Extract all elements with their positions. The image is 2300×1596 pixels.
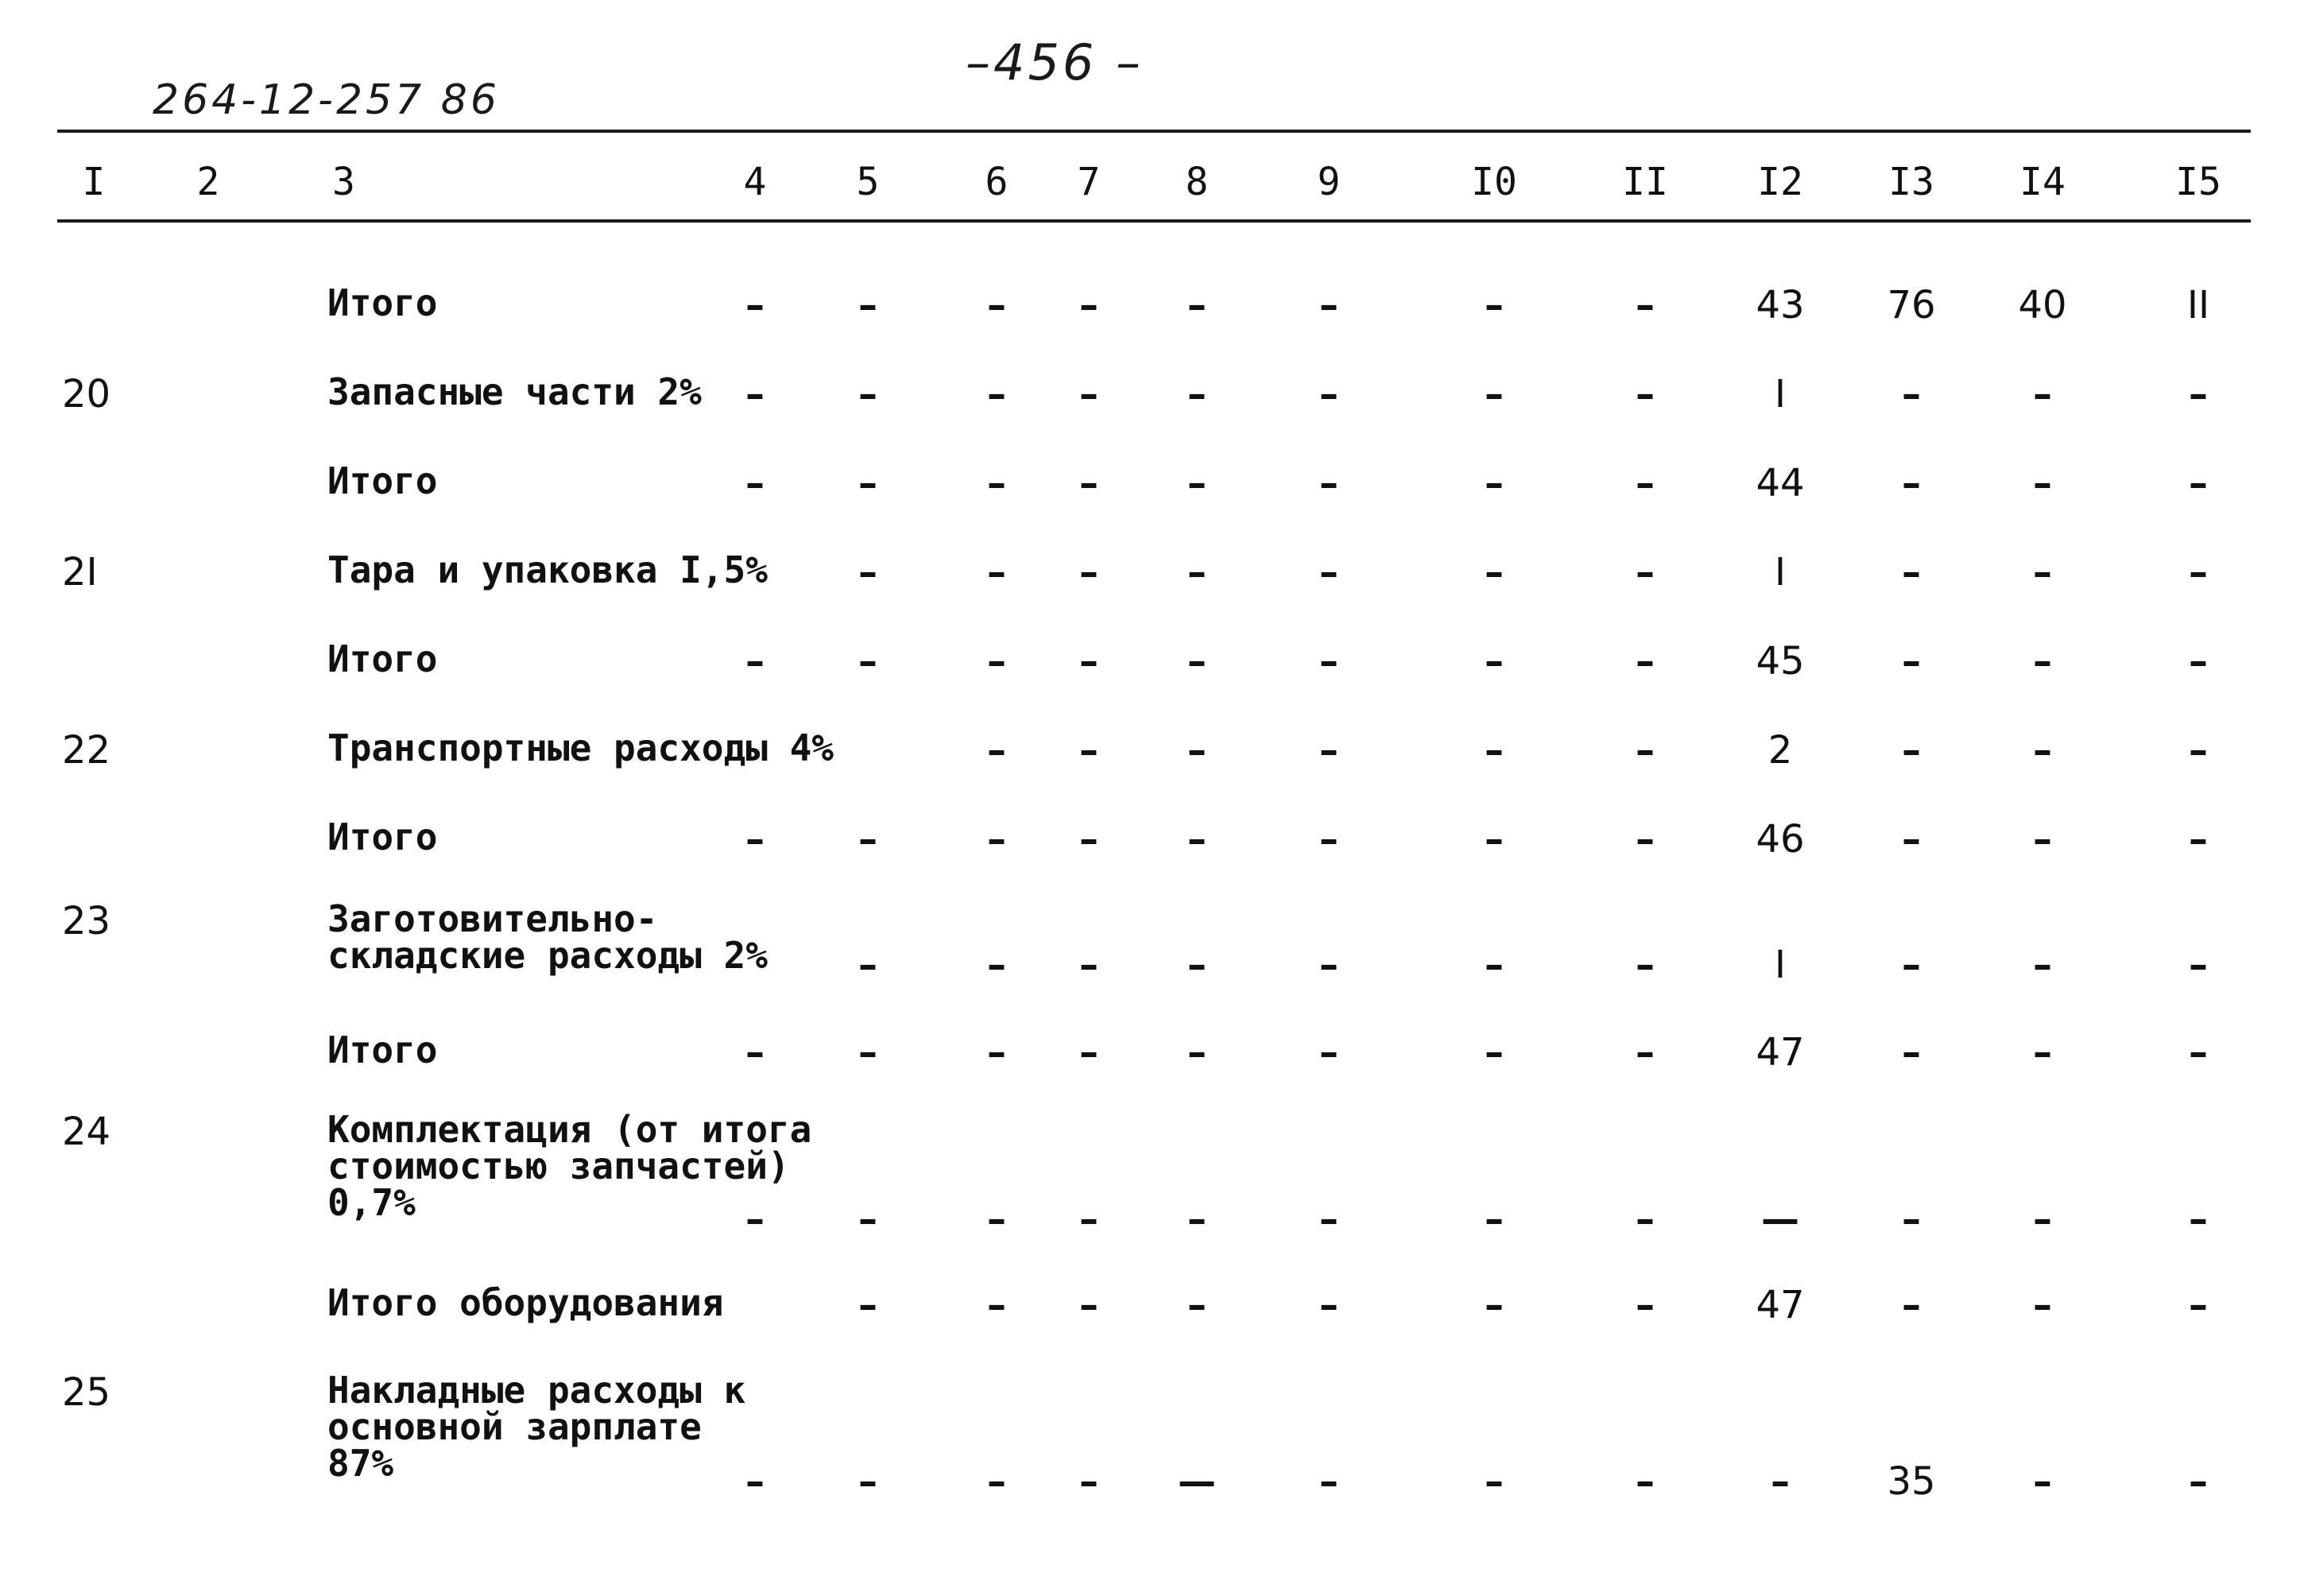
table-cell: 43 (1756, 283, 1805, 327)
table-cell: – (1319, 639, 1338, 684)
table-cell: – (858, 283, 877, 327)
column-header-5: 5 (856, 160, 880, 204)
table-cell: – (2033, 1030, 2052, 1075)
row-number: 20 (62, 372, 111, 416)
table-cell: – (1485, 943, 1504, 987)
table-cell: – (1485, 1030, 1504, 1075)
row-number: 25 (62, 1370, 111, 1415)
column-header-10: I0 (1471, 160, 1517, 204)
table-cell: – (987, 372, 1006, 416)
table-cell: – (987, 1283, 1006, 1327)
table-cell: – (2189, 728, 2208, 773)
table-cell: – (2189, 1283, 2208, 1327)
table-cell: — (1178, 1459, 1216, 1504)
row-description: Итого (327, 637, 438, 680)
table-cell: – (1187, 943, 1206, 987)
table-cell: – (745, 817, 765, 862)
table-cell: – (1902, 817, 1921, 862)
table-cell: – (858, 550, 877, 595)
table-cell: – (1636, 817, 1655, 862)
table-cell: – (1485, 639, 1504, 684)
table-cell: – (1485, 461, 1504, 506)
table-cell: – (1636, 461, 1655, 506)
table-cell: – (2189, 461, 2208, 506)
table-cell: – (1319, 1030, 1338, 1075)
table-cell: – (2033, 639, 2052, 684)
table-cell: – (1636, 728, 1655, 773)
document-id: 264-12-257 86 (153, 76, 500, 124)
table-cell: – (1636, 1197, 1655, 1242)
table-cell: – (1319, 283, 1338, 327)
table-cell: – (1319, 550, 1338, 595)
table-cell: – (987, 1197, 1006, 1242)
table-cell: – (2189, 372, 2208, 416)
table-cell: – (1319, 943, 1338, 987)
row-description: Заготовительно- складские расходы 2% (327, 897, 768, 977)
table-cell: – (1636, 372, 1655, 416)
table-cell: – (1636, 639, 1655, 684)
table-cell: – (987, 728, 1006, 773)
table-cell: – (1902, 1030, 1921, 1075)
table-cell: – (1485, 817, 1504, 862)
table-cell: – (2033, 817, 2052, 862)
table-cell: – (987, 639, 1006, 684)
table-cell: – (1079, 943, 1098, 987)
table-cell: – (858, 461, 877, 506)
table-cell: – (1485, 283, 1504, 327)
table-cell: I (1774, 550, 1787, 595)
table-cell: – (745, 639, 765, 684)
table-cell: – (858, 817, 877, 862)
table-cell: – (858, 1459, 877, 1504)
table-cell: – (1187, 283, 1206, 327)
table-cell: – (745, 372, 765, 416)
table-cell: II (2186, 283, 2210, 327)
column-header-15: I5 (2175, 160, 2221, 204)
table-cell: – (2033, 1459, 2052, 1504)
table-cell: – (2033, 372, 2052, 416)
table-cell: – (987, 550, 1006, 595)
column-header-9: 9 (1317, 160, 1341, 204)
table-cell: – (1079, 283, 1098, 327)
table-cell: – (858, 639, 877, 684)
table-cell: – (1079, 1459, 1098, 1504)
column-header-1: I (82, 160, 106, 204)
row-description: Итого (327, 815, 438, 858)
row-description: Запасные части 2% (327, 370, 702, 413)
table-cell: – (2189, 550, 2208, 595)
table-cell: 45 (1756, 639, 1805, 684)
table-cell: – (858, 372, 877, 416)
table-cell: – (745, 461, 765, 506)
table-cell: – (2189, 1459, 2208, 1504)
table-cell: – (1079, 728, 1098, 773)
table-cell: 35 (1887, 1459, 1936, 1504)
column-header-12: I2 (1757, 160, 1803, 204)
table-cell: – (1187, 639, 1206, 684)
table-cell: – (2033, 1283, 2052, 1327)
table-cell: – (1187, 461, 1206, 506)
table-cell: – (2033, 550, 2052, 595)
table-cell: – (1636, 283, 1655, 327)
table-cell: – (2189, 943, 2208, 987)
column-header-6: 6 (985, 160, 1009, 204)
table-cell: – (987, 943, 1006, 987)
table-cell: – (1636, 550, 1655, 595)
table-cell: – (1902, 461, 1921, 506)
table-cell: 47 (1756, 1283, 1805, 1327)
page-number: –456 – (966, 33, 1144, 91)
row-description: Итого (327, 281, 438, 324)
table-cell: – (1902, 550, 1921, 595)
table-cell: I (1774, 372, 1787, 416)
row-description: Тара и упаковка I,5% (327, 548, 768, 591)
table-cell: – (2033, 461, 2052, 506)
table-cell: – (1187, 728, 1206, 773)
table-cell: – (2189, 817, 2208, 862)
table-cell: 2 (1768, 728, 1793, 773)
table-cell: – (1902, 728, 1921, 773)
table-cell: – (1079, 550, 1098, 595)
table-cell: – (858, 943, 877, 987)
table-cell: 76 (1887, 283, 1936, 327)
row-description: Транспортные расходы 4% (327, 726, 834, 769)
table-cell: 44 (1756, 461, 1805, 506)
row-number: 22 (62, 728, 111, 773)
row-number: 23 (62, 899, 111, 943)
table-cell: – (1187, 817, 1206, 862)
table-cell: – (1187, 1030, 1206, 1075)
row-description: Итого оборудования (327, 1281, 724, 1324)
column-header-13: I3 (1888, 160, 1934, 204)
table-cell: – (2033, 943, 2052, 987)
table-top-rule (57, 130, 2251, 133)
column-header-4: 4 (743, 160, 767, 204)
table-cell: – (987, 817, 1006, 862)
table-cell: – (1485, 728, 1504, 773)
table-cell: – (2189, 1197, 2208, 1242)
table-cell: – (987, 461, 1006, 506)
table-cell: 46 (1756, 817, 1805, 862)
table-cell: – (1187, 1283, 1206, 1327)
table-cell: – (2033, 1197, 2052, 1242)
table-cell: – (1319, 1459, 1338, 1504)
table-cell: – (1319, 817, 1338, 862)
table-cell: — (1761, 1197, 1799, 1242)
table-cell: – (1187, 372, 1206, 416)
table-cell: – (1902, 639, 1921, 684)
table-cell: – (2189, 639, 2208, 684)
row-description: Итого (327, 1028, 438, 1071)
table-cell: – (1187, 550, 1206, 595)
column-header-7: 7 (1077, 160, 1101, 204)
table-cell: – (2189, 1030, 2208, 1075)
table-cell: – (1319, 372, 1338, 416)
table-cell: – (1079, 461, 1098, 506)
table-cell: – (745, 1459, 765, 1504)
table-cell: I (1774, 943, 1787, 987)
header-bottom-rule (57, 219, 2251, 223)
table-cell: – (1079, 639, 1098, 684)
table-cell: – (1636, 1283, 1655, 1327)
table-cell: 40 (2018, 283, 2067, 327)
table-cell: – (858, 1197, 877, 1242)
table-cell: – (745, 1197, 765, 1242)
table-cell: – (1485, 1459, 1504, 1504)
table-cell: – (858, 1030, 877, 1075)
table-cell: – (858, 1283, 877, 1327)
row-number: 24 (62, 1110, 111, 1154)
table-cell: – (1485, 550, 1504, 595)
table-cell: – (1319, 461, 1338, 506)
table-cell: – (1079, 1030, 1098, 1075)
table-cell: – (1485, 372, 1504, 416)
table-cell: – (1636, 1030, 1655, 1075)
table-cell: – (1485, 1283, 1504, 1327)
row-number: 2I (62, 550, 98, 595)
table-cell: – (1636, 943, 1655, 987)
table-cell: – (1187, 1197, 1206, 1242)
table-cell: – (745, 1030, 765, 1075)
table-cell: – (1771, 1459, 1790, 1504)
row-description: Итого (327, 459, 438, 502)
column-header-3: 3 (332, 160, 355, 204)
table-cell: – (1079, 1197, 1098, 1242)
column-header-14: I4 (2019, 160, 2066, 204)
column-header-2: 2 (196, 160, 220, 204)
row-description: Комплектация (от итога стоимостью запчастей) 0,7% (327, 1108, 812, 1224)
table-cell: – (2033, 728, 2052, 773)
table-cell: – (1079, 817, 1098, 862)
table-cell: – (1079, 372, 1098, 416)
table-cell: – (987, 283, 1006, 327)
table-cell: 47 (1756, 1030, 1805, 1075)
table-cell: – (987, 1030, 1006, 1075)
table-cell: – (1902, 1283, 1921, 1327)
table-cell: – (1636, 1459, 1655, 1504)
table-cell: – (1902, 943, 1921, 987)
row-description: Накладные расходы к основной зарплате 87% (327, 1369, 746, 1485)
table-cell: – (987, 1459, 1006, 1504)
column-header-11: II (1622, 160, 1668, 204)
table-cell: – (1902, 1197, 1921, 1242)
table-cell: – (1902, 372, 1921, 416)
column-header-8: 8 (1185, 160, 1209, 204)
table-cell: – (745, 283, 765, 327)
table-cell: – (1485, 1197, 1504, 1242)
table-cell: – (1079, 1283, 1098, 1327)
table-cell: – (1319, 1283, 1338, 1327)
table-cell: – (1319, 728, 1338, 773)
table-cell: – (1319, 1197, 1338, 1242)
